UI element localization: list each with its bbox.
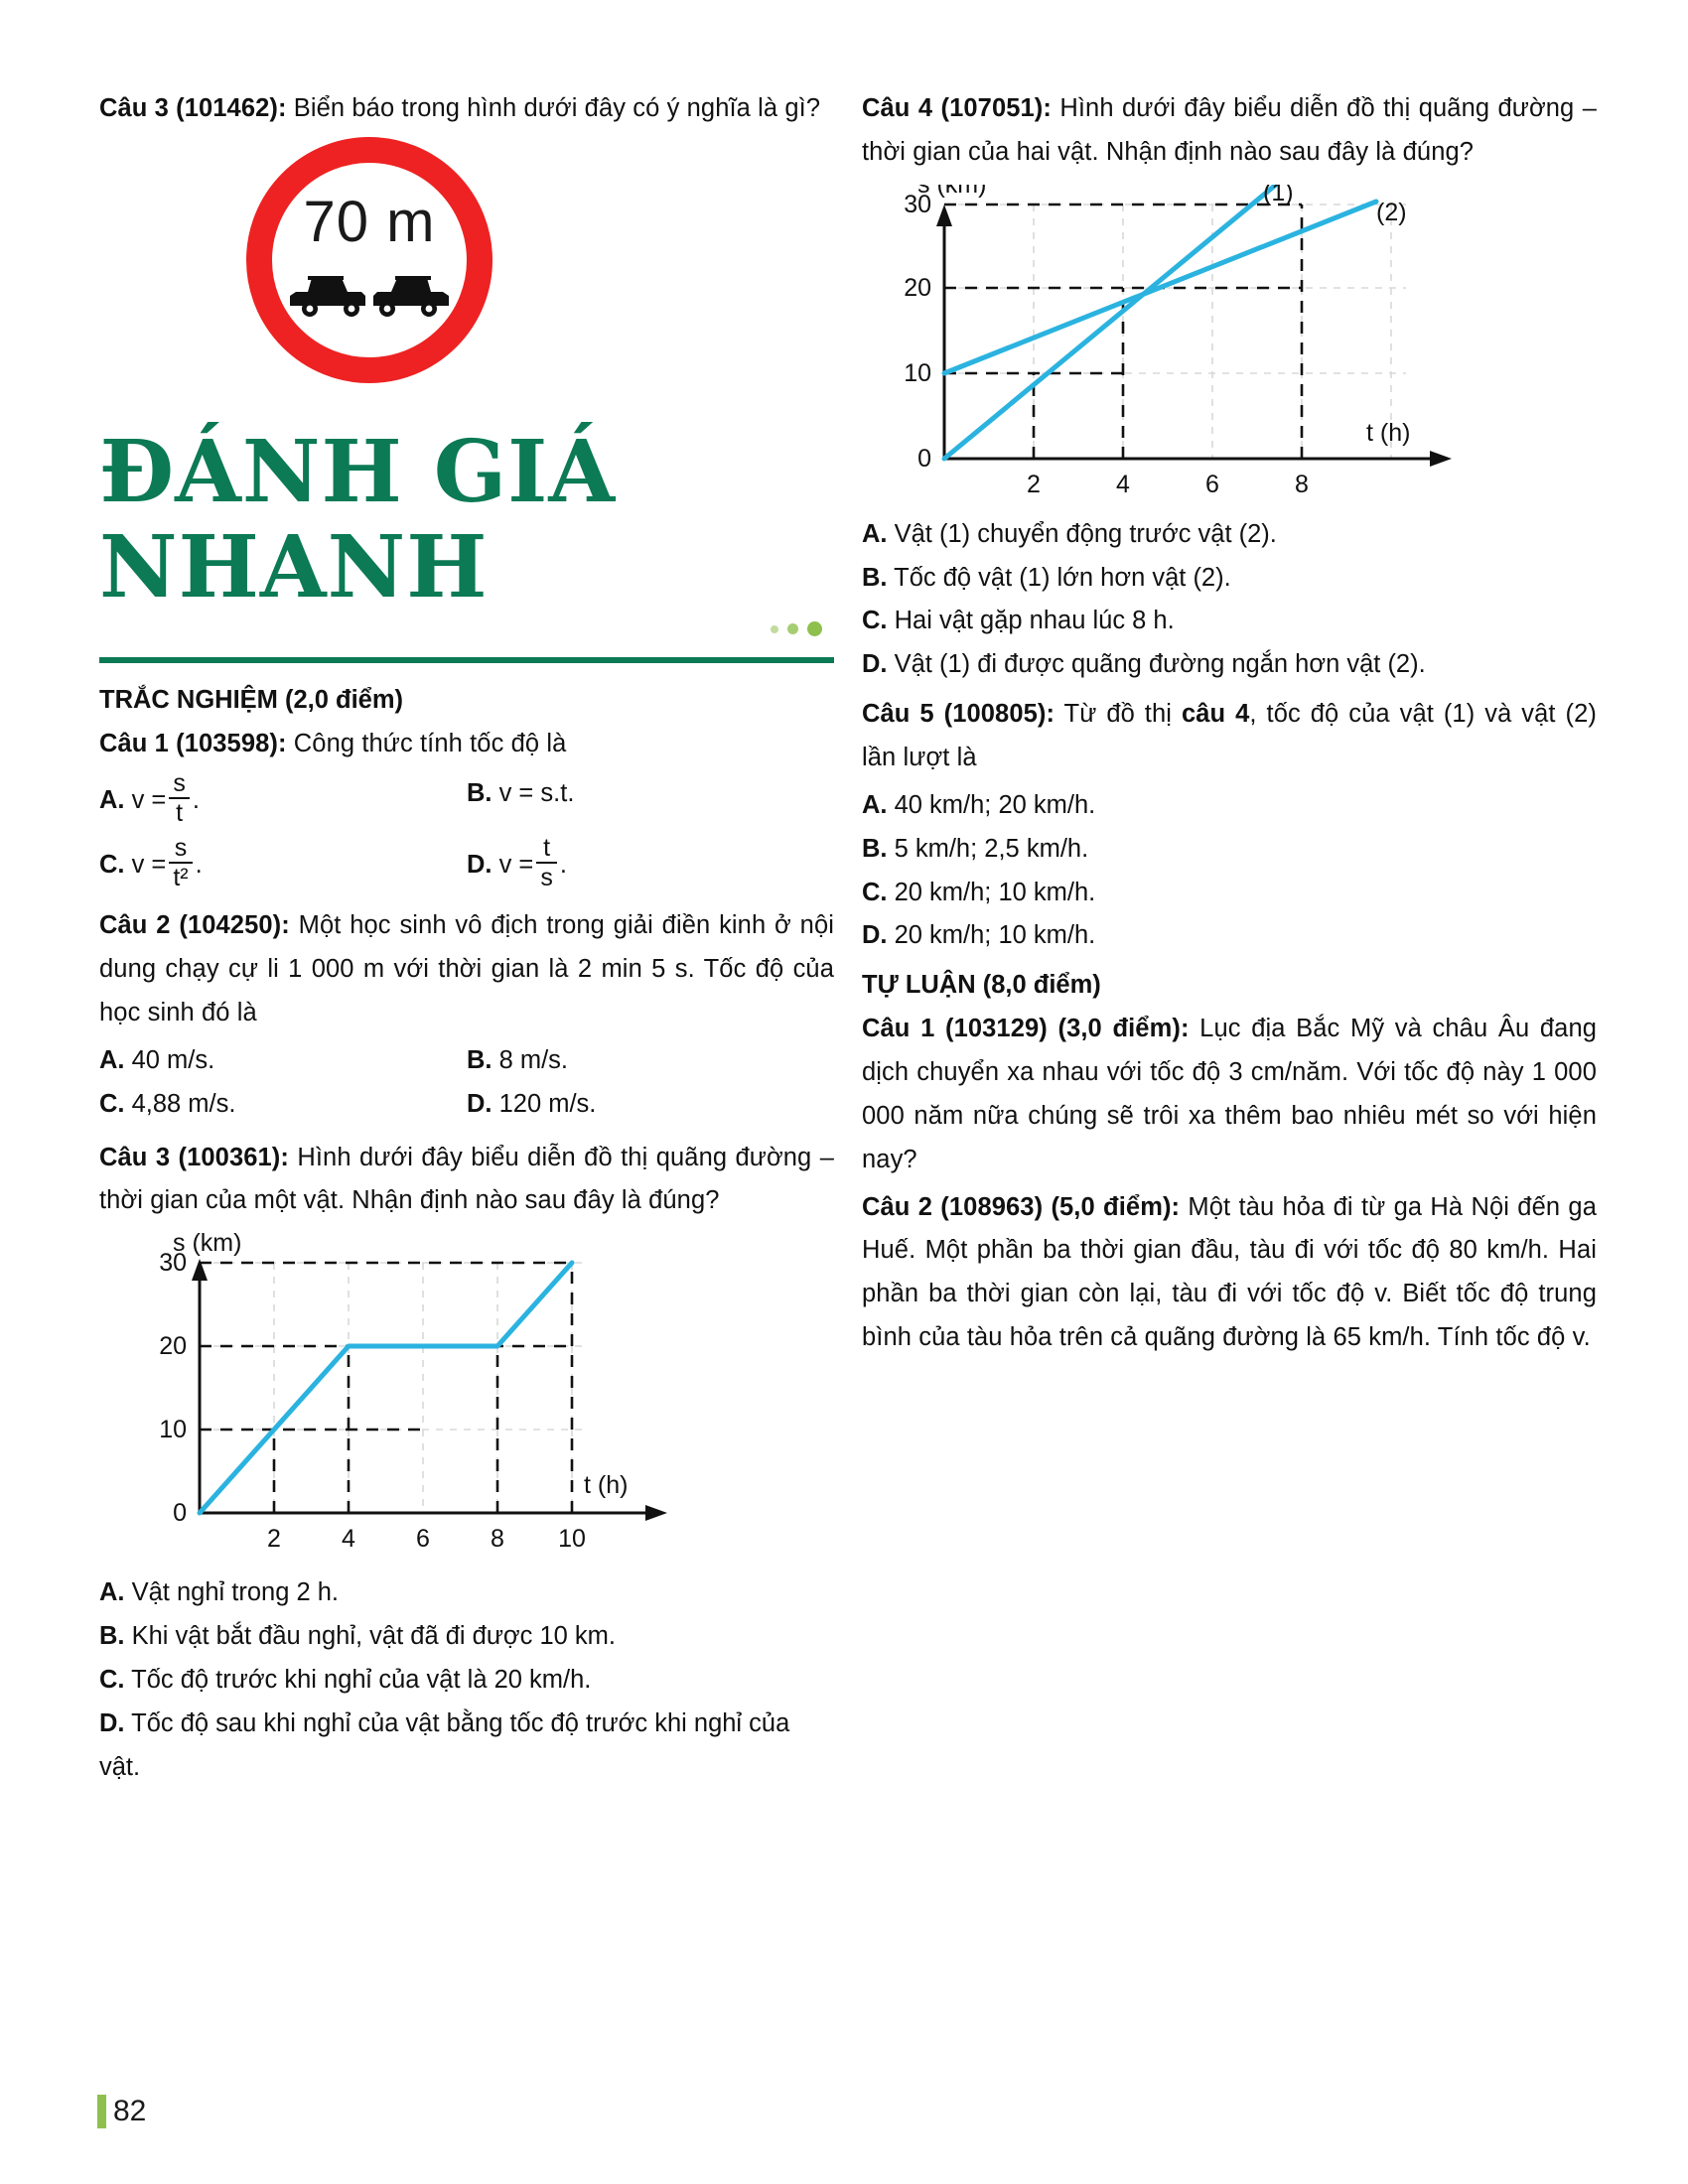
question-text: Hình dưới đây biểu diễn đồ thị quãng đường – thời gian của hai vật. Nhận định nào sau đây là đúng? [862, 94, 1597, 166]
x-tick-2: 2 [1027, 470, 1041, 498]
chart-x-arrow-icon [1430, 451, 1452, 467]
fraction-numerator: s [173, 769, 186, 798]
option-row-ab-cau2 [99, 1039, 834, 1083]
option-c-cau4 [862, 600, 1597, 643]
option-key: D. [862, 650, 888, 679]
option-tail: . [192, 786, 200, 815]
option-key: C. [99, 1665, 125, 1694]
option-key: B. [862, 563, 888, 592]
traffic-sign-ring [246, 137, 492, 383]
question-cau5 [862, 693, 1597, 780]
option-d-cau4 [862, 643, 1597, 687]
option-b-cau5 [862, 828, 1597, 872]
dot-medium-icon [787, 623, 798, 634]
option-key: D. [99, 1708, 125, 1737]
option-text: Tốc độ vật (1) lớn hơn vật (2). [894, 563, 1231, 592]
question-label: Câu 1 (103129) (3,0 điểm): [862, 1015, 1190, 1043]
y-tick-10: 10 [159, 1416, 187, 1444]
question-cau3-top [99, 87, 834, 131]
right-column [862, 87, 1597, 1364]
option-lead: v = [131, 850, 167, 879]
chart-series-line [200, 1263, 572, 1513]
option-a-cau1 [99, 769, 467, 831]
chart-grid [200, 1263, 587, 1513]
option-d-cau5 [862, 914, 1597, 958]
option-text: Vật (1) chuyển động trước vật (2). [894, 519, 1277, 548]
banner-line-1: ĐÁNH GIÁ [99, 421, 617, 522]
option-text: Khi vật bắt đầu nghỉ, vật đã đi được 10 km. [131, 1622, 616, 1651]
option-text: Vật nghỉ trong 2 h. [131, 1578, 339, 1607]
banner-rule [99, 657, 834, 663]
y-tick-20: 20 [159, 1332, 187, 1361]
option-text: 40 m/s. [131, 1045, 215, 1074]
chart-y-axis-label: s (km) [173, 1233, 242, 1258]
dot-small-icon [771, 625, 778, 633]
option-text: Tốc độ trước khi nghỉ của vật là 20 km/h. [131, 1665, 592, 1694]
option-b-cau3 [99, 1615, 834, 1659]
chart-y-arrow-icon [936, 205, 952, 226]
banner-dots [771, 621, 822, 636]
fraction-denominator: t² [169, 862, 192, 893]
series-1-label: (1) [1263, 184, 1294, 206]
essay-question-1 [862, 1008, 1597, 1181]
x-tick-4: 4 [1116, 470, 1130, 498]
option-text: Tốc độ sau khi nghỉ của vật bằng tốc độ trước khi nghỉ của vật. [99, 1708, 790, 1781]
x-tick-8: 8 [1295, 470, 1309, 498]
option-key: A. [99, 786, 125, 815]
chart-labels [904, 185, 1410, 498]
option-text: 120 m/s. [498, 1089, 597, 1118]
chart-cau3 [135, 1233, 834, 1566]
option-a-cau3 [99, 1571, 834, 1615]
option-key: A. [99, 1578, 125, 1607]
page-number-text: 82 [113, 2095, 147, 2127]
question-cau3 [99, 1137, 834, 1224]
car-silhouette-right-icon [369, 266, 453, 318]
fraction-numerator: t [543, 833, 551, 862]
option-c-cau5 [862, 872, 1597, 915]
fraction-t-over-s [536, 835, 557, 893]
left-column [99, 87, 834, 1790]
chart-series-1 [944, 185, 1282, 459]
option-key: D. [862, 921, 888, 950]
option-text: 5 km/h; 2,5 km/h. [894, 834, 1089, 863]
x-tick-4: 4 [342, 1525, 355, 1554]
option-d-cau1 [467, 833, 834, 895]
section-title-tu-luan: TỰ LUẬN (8,0 điểm) [862, 971, 1101, 1000]
option-tail: . [559, 850, 567, 879]
option-b-cau4 [862, 557, 1597, 601]
question-label: Câu 3 (101462): [99, 94, 287, 122]
option-text: 8 m/s. [498, 1045, 569, 1074]
option-key: C. [99, 850, 125, 879]
option-a-cau5 [862, 784, 1597, 828]
question-text: Công thức tính tốc độ là [286, 730, 567, 758]
page-number [97, 2095, 146, 2128]
option-key: A. [862, 519, 888, 548]
question-label: Câu 5 (100805): [862, 700, 1055, 729]
traffic-sign-figure [99, 137, 834, 405]
fraction-denominator: t [169, 797, 190, 829]
option-key: C. [862, 878, 888, 906]
option-text: v = s.t. [498, 779, 575, 808]
option-b-cau2 [467, 1039, 834, 1083]
question-text-a: Từ đồ thị [1055, 700, 1182, 729]
y-tick-10: 10 [904, 358, 931, 387]
option-key: A. [862, 790, 888, 819]
fraction-s-over-t [169, 770, 190, 829]
option-text: 20 km/h; 10 km/h. [894, 878, 1096, 906]
option-text: 4,88 m/s. [131, 1089, 236, 1118]
series-2-label: (2) [1376, 198, 1407, 226]
y-tick-20: 20 [904, 273, 931, 302]
chart-guides [200, 1263, 572, 1513]
y-tick-0: 0 [917, 444, 931, 473]
question-text: Hình dưới đây biểu diễn đồ thị quãng đường – thời gian của một vật. Nhận định nào sau đây là đúng? [99, 1143, 834, 1215]
question-text-c: , tốc độ của vật (1) và vật (2) lần lượt là [862, 700, 1597, 772]
fraction-s-over-t2 [169, 835, 192, 893]
y-tick-0: 0 [173, 1499, 187, 1528]
x-tick-2: 2 [267, 1525, 281, 1554]
essay-question-2 [862, 1186, 1597, 1360]
traffic-sign-cars [280, 266, 459, 330]
option-text: Vật (1) đi được quãng đường ngắn hơn vật (2). [894, 650, 1426, 679]
option-row-cd [99, 833, 834, 895]
fraction-numerator: s [174, 833, 188, 862]
chart-cau4 [870, 185, 1597, 507]
chart-x-axis-label: t (h) [1366, 418, 1411, 447]
question-text: Một học sinh vô địch trong giải điền kinh ở nội dung chạy cự li 1 000 m với thời gian là 2 min 5 s. Tốc độ của học sinh đó là [99, 911, 834, 1026]
option-key: C. [862, 607, 888, 635]
option-text: 20 km/h; 10 km/h. [894, 921, 1096, 950]
option-key: B. [467, 779, 492, 808]
question-label: Câu 1 (103598): [99, 730, 287, 758]
x-tick-6: 6 [1205, 470, 1219, 498]
section-banner [99, 421, 834, 664]
option-row-cd-cau2 [99, 1083, 834, 1127]
x-tick-8: 8 [491, 1525, 504, 1554]
option-key: B. [467, 1045, 492, 1074]
option-c-cau2 [99, 1083, 467, 1127]
chart-x-arrow-icon [645, 1505, 667, 1521]
option-key: D. [467, 850, 492, 879]
chart-guides [944, 205, 1302, 459]
x-tick-10: 10 [558, 1525, 586, 1554]
question-cau1 [99, 723, 834, 766]
option-key: D. [467, 1089, 492, 1118]
option-key: A. [99, 1045, 125, 1074]
banner-line-2: NHANH [99, 517, 489, 618]
option-a-cau2 [99, 1039, 467, 1083]
chart-cau3-svg [135, 1233, 691, 1561]
option-text: Hai vật gặp nhau lúc 8 h. [894, 607, 1175, 635]
option-tail: . [195, 850, 203, 879]
option-row-ab [99, 769, 834, 831]
question-text: Lục địa Bắc Mỹ và châu Âu đang dịch chuyển xa nhau với tốc độ 3 cm/năm. Với tốc độ này 1 000 000 năm nữa chúng sẽ trôi xa thêm bao nhiêu mét so với hiện nay? [862, 1015, 1598, 1173]
chart-cau4-svg [870, 185, 1485, 502]
chart-grid [944, 205, 1406, 459]
traffic-sign-value: 70 m [303, 189, 436, 254]
chart-y-axis-label: s (km) [917, 184, 987, 199]
fraction-denominator: s [536, 862, 557, 893]
option-a-cau4 [862, 513, 1597, 557]
option-key: B. [862, 834, 888, 863]
question-text: Biển báo trong hình dưới đây có ý nghĩa là gì? [286, 94, 821, 122]
question-label: Câu 2 (104250): [99, 911, 290, 940]
question-cau4 [862, 87, 1597, 175]
question-text: Một tàu hỏa đi từ ga Hà Nội đến ga Huế. Một phần ba thời gian đầu, tàu đi với tốc độ 80 km/h. Hai phần ba thời gian còn lại, tàu đi với tốc độ v. Biết tốc độ trung bình của tàu hỏa trên cả quãng đường là 65 km/h. Tính tốc độ v. [862, 1192, 1597, 1352]
option-key: B. [99, 1622, 125, 1651]
option-lead: v = [131, 786, 167, 815]
question-label: Câu 3 (100361): [99, 1143, 289, 1171]
question-cau2 [99, 904, 834, 1035]
option-b-cau1 [467, 772, 834, 831]
option-c-cau1 [99, 833, 467, 895]
question-text-ref: câu 4 [1181, 700, 1250, 729]
option-key: C. [99, 1089, 125, 1118]
question-label: Câu 2 (108963) (5,0 điểm): [862, 1192, 1181, 1221]
x-tick-6: 6 [416, 1525, 430, 1554]
y-tick-30: 30 [904, 190, 931, 218]
option-d-cau2 [467, 1083, 834, 1127]
option-c-cau3 [99, 1659, 834, 1703]
y-tick-30: 30 [159, 1249, 187, 1278]
chart-x-axis-label: t (h) [584, 1471, 629, 1500]
dot-large-icon [807, 621, 822, 636]
banner-decoration [99, 615, 834, 655]
car-silhouette-left-icon [286, 266, 369, 318]
page-number-bar [97, 2095, 106, 2128]
option-lead: v = [498, 850, 534, 879]
section-title-trac-nghiem: TRẮC NGHIỆM (2,0 điểm) [99, 686, 404, 715]
option-d-cau3 [99, 1703, 834, 1790]
option-text: 40 km/h; 20 km/h. [894, 790, 1096, 819]
question-label: Câu 4 (107051): [862, 94, 1052, 122]
